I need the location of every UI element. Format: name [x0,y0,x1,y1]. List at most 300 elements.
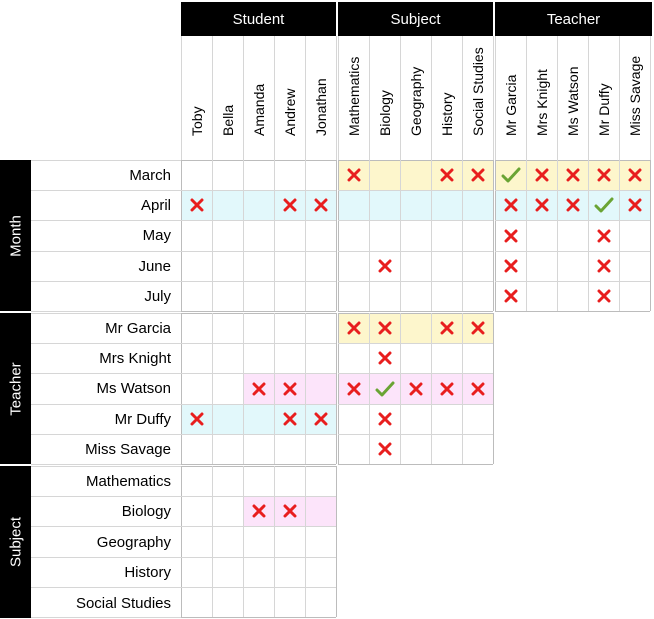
cross-icon [190,198,204,212]
grid-line [495,160,650,161]
column-label-divider [493,36,494,160]
grid-cell[interactable] [274,496,305,526]
grid-cell[interactable] [305,557,336,587]
grid-cell[interactable] [243,220,274,251]
grid-cell[interactable] [400,220,431,251]
row-label-month: June [138,257,171,275]
row-label-divider [31,587,181,588]
grid-cell[interactable] [305,373,336,404]
column-label-divider [274,36,275,160]
grid-line [338,373,493,374]
row-label-subject: Mathematics [85,472,171,490]
grid-cell[interactable] [431,251,462,281]
grid-cell[interactable] [243,373,274,404]
row-label-divider [31,160,181,161]
grid-line [181,281,336,282]
grid-line [274,466,275,617]
cross-icon [471,382,485,396]
grid-line [338,404,493,405]
column-label-divider [338,36,339,160]
grid-cell[interactable] [305,526,336,557]
column-label-teacher [557,36,588,158]
grid-cell[interactable] [181,496,212,526]
column-label-text: Bella [219,104,236,136]
grid-cell[interactable] [274,281,305,311]
grid-cell[interactable] [462,434,493,464]
grid-line [495,220,650,221]
grid-line [338,281,493,282]
grid-cell[interactable] [274,373,305,404]
column-label-divider [495,36,496,160]
grid-cell[interactable] [526,281,557,311]
cross-icon [597,168,611,182]
grid-cell[interactable] [181,466,212,496]
grid-line [338,464,493,465]
row-label-divider [31,311,181,312]
grid-cell[interactable] [557,281,588,311]
grid-cell[interactable] [305,496,336,526]
grid-cell[interactable] [305,251,336,281]
grid-cell[interactable] [243,526,274,557]
grid-line [338,220,493,221]
column-label-subject [400,36,431,158]
grid-cell[interactable] [400,404,431,434]
cross-icon [597,259,611,273]
grid-cell[interactable] [462,160,493,190]
grid-cell[interactable] [369,281,400,311]
grid-cell[interactable] [462,190,493,220]
column-label-subject [431,36,462,158]
grid-cell[interactable] [431,313,462,343]
grid-cell[interactable] [212,404,243,434]
grid-cell[interactable] [338,160,369,190]
grid-line [181,496,336,497]
grid-cell[interactable] [181,557,212,587]
cross-icon [378,351,392,365]
cross-icon [378,321,392,335]
cross-icon [314,198,328,212]
grid-line [369,313,370,464]
column-label-teacher [588,36,619,158]
grid-cell[interactable] [274,343,305,373]
grid-cell[interactable] [243,251,274,281]
row-label-divider [31,404,181,405]
grid-cell[interactable] [212,373,243,404]
grid-line [181,587,336,588]
grid-line [181,251,336,252]
grid-cell[interactable] [212,466,243,496]
grid-cell[interactable] [274,557,305,587]
cross-icon [504,229,518,243]
grid-line [181,190,336,191]
grid-cell[interactable] [305,281,336,311]
grid-cell[interactable] [243,587,274,617]
grid-cell[interactable] [462,281,493,311]
grid-cell[interactable] [212,160,243,190]
grid-cell[interactable] [274,220,305,251]
grid-cell[interactable] [400,190,431,220]
grid-line [336,466,337,617]
cross-icon [347,382,361,396]
grid-cell[interactable] [619,251,650,281]
grid-cell[interactable] [305,466,336,496]
cross-icon [597,229,611,243]
grid-cell[interactable] [557,160,588,190]
row-label-divider [31,496,181,497]
group-header-subject-label: Subject [390,10,441,28]
grid-cell[interactable] [431,160,462,190]
row-label-month: March [129,166,171,184]
grid-line [181,220,336,221]
grid-line [493,313,494,464]
grid-cell[interactable] [212,557,243,587]
grid-cell[interactable] [181,313,212,343]
grid-line [243,466,244,617]
grid-line [181,160,336,161]
grid-line [338,251,493,252]
grid-cell[interactable] [588,190,619,220]
grid-cell[interactable] [274,313,305,343]
grid-cell[interactable] [588,251,619,281]
grid-cell[interactable] [369,373,400,404]
grid-cell[interactable] [212,190,243,220]
grid-line [181,466,182,617]
grid-cell[interactable] [243,496,274,526]
cross-icon [628,198,642,212]
grid-line [181,434,336,435]
column-label-text: History [438,92,455,136]
row-label-divider [31,373,181,374]
grid-cell[interactable] [305,434,336,464]
row-label-divider [31,434,181,435]
grid-cell[interactable] [431,404,462,434]
grid-cell[interactable] [243,190,274,220]
grid-line [495,281,650,282]
cross-icon [378,412,392,426]
column-label-divider [243,36,244,160]
grid-cell[interactable] [400,281,431,311]
grid-cell[interactable] [495,251,526,281]
grid-cell[interactable] [305,343,336,373]
grid-cell[interactable] [369,343,400,373]
grid-cell[interactable] [305,587,336,617]
cross-icon [535,168,549,182]
grid-cell[interactable] [400,313,431,343]
grid-cell[interactable] [274,434,305,464]
grid-cell[interactable] [181,526,212,557]
grid-cell[interactable] [369,160,400,190]
grid-cell[interactable] [588,160,619,190]
grid-line [338,434,493,435]
grid-cell[interactable] [305,404,336,434]
column-label-student [212,36,243,158]
cross-icon [471,168,485,182]
column-label-text: Geography [407,66,424,136]
row-label-subject: Geography [96,533,171,551]
grid-cell[interactable] [274,404,305,434]
row-label-month: July [144,287,171,305]
grid-cell[interactable] [243,466,274,496]
column-label-text: Social Studies [469,47,486,136]
column-label-teacher [495,36,526,158]
grid-line [212,313,213,464]
grid-cell[interactable] [526,251,557,281]
row-label-teacher: Mr Garcia [105,319,171,337]
grid-line [181,313,336,314]
grid-cell[interactable] [369,313,400,343]
grid-cell[interactable] [431,281,462,311]
row-label-month: April [140,196,171,214]
grid-cell[interactable] [495,220,526,251]
grid-cell[interactable] [181,220,212,251]
grid-cell[interactable] [181,190,212,220]
grid-cell[interactable] [305,160,336,190]
grid-line [181,373,336,374]
column-label-divider [526,36,527,160]
grid-cell[interactable] [338,220,369,251]
grid-cell[interactable] [462,313,493,343]
row-label-subject: Social Studies [75,594,171,612]
grid-cell[interactable] [557,220,588,251]
column-label-divider [619,36,620,160]
grid-cell[interactable] [431,434,462,464]
group-header-subject-rows-label: Subject [7,516,24,568]
row-label-divider [31,557,181,558]
grid-cell[interactable] [274,466,305,496]
grid-line [557,160,558,311]
grid-cell[interactable] [431,373,462,404]
column-label-text: Miss Savage [626,55,643,136]
grid-line [305,160,306,311]
grid-cell[interactable] [619,220,650,251]
grid-cell[interactable] [212,313,243,343]
grid-cell[interactable] [338,404,369,434]
grid-cell[interactable] [338,281,369,311]
grid-cell[interactable] [369,404,400,434]
row-label-month: May [142,226,171,244]
grid-cell[interactable] [338,373,369,404]
group-header-subject-rows [0,466,31,618]
grid-cell[interactable] [181,587,212,617]
grid-cell[interactable] [212,220,243,251]
grid-cell[interactable] [181,281,212,311]
grid-line [181,466,336,467]
grid-cell[interactable] [400,251,431,281]
column-label-subject [369,36,400,158]
grid-cell[interactable] [243,160,274,190]
grid-cell[interactable] [305,220,336,251]
row-label-divider [31,343,181,344]
grid-line [338,343,493,344]
grid-cell[interactable] [462,404,493,434]
grid-cell[interactable] [369,434,400,464]
column-label-text: Jonathan [312,78,329,136]
grid-cell[interactable] [462,373,493,404]
grid-cell[interactable] [243,313,274,343]
grid-cell[interactable] [243,434,274,464]
grid-cell[interactable] [526,160,557,190]
grid-line [495,160,496,311]
grid-cell[interactable] [400,434,431,464]
grid-cell[interactable] [181,251,212,281]
group-header-teacher-label: Teacher [546,10,601,28]
grid-cell[interactable] [462,251,493,281]
grid-cell[interactable] [338,343,369,373]
grid-cell[interactable] [431,190,462,220]
column-label-teacher [619,36,650,158]
grid-cell[interactable] [305,190,336,220]
grid-line [462,160,463,311]
grid-line [181,311,336,312]
column-label-divider [462,36,463,160]
grid-cell[interactable] [181,434,212,464]
grid-cell[interactable] [243,557,274,587]
grid-cell[interactable] [495,281,526,311]
grid-line [400,313,401,464]
column-label-text: Mr Duffy [595,83,612,136]
grid-line [495,251,650,252]
row-label-teacher: Ms Watson [96,379,171,397]
grid-cell[interactable] [400,373,431,404]
grid-line [493,160,494,311]
grid-cell[interactable] [462,343,493,373]
grid-line [338,313,339,464]
grid-line [431,313,432,464]
column-label-text: Andrew [281,88,298,136]
grid-line [274,313,275,464]
grid-line [212,466,213,617]
grid-cell[interactable] [274,526,305,557]
grid-cell[interactable] [619,281,650,311]
grid-line [400,160,401,311]
grid-cell[interactable] [526,220,557,251]
grid-cell[interactable] [181,160,212,190]
cross-icon [440,321,454,335]
grid-cell[interactable] [181,373,212,404]
grid-cell[interactable] [212,496,243,526]
grid-cell[interactable] [212,251,243,281]
grid-cell[interactable] [243,343,274,373]
grid-cell[interactable] [212,281,243,311]
grid-cell[interactable] [212,587,243,617]
cross-icon [283,412,297,426]
grid-line [588,160,589,311]
group-header-student [181,2,336,36]
grid-line [462,313,463,464]
column-label-divider [212,36,213,160]
grid-cell[interactable] [557,251,588,281]
grid-cell[interactable] [274,190,305,220]
grid-line [338,313,493,314]
row-label-divider [31,281,181,282]
column-label-student [243,36,274,158]
cross-icon [440,168,454,182]
grid-line [338,190,493,191]
column-label-text: Mrs Knight [533,69,550,136]
grid-line [338,160,339,311]
row-label-subject: Biology [121,502,171,520]
grid-line [181,313,182,464]
cross-icon [504,289,518,303]
grid-cell[interactable] [338,251,369,281]
cross-icon [535,198,549,212]
column-label-text: Mr Garcia [502,74,519,136]
cross-icon [252,504,266,518]
grid-cell[interactable] [588,281,619,311]
grid-line [369,160,370,311]
row-label-subject: History [124,563,171,581]
cross-icon [190,412,204,426]
column-label-text: Amanda [250,83,267,136]
grid-cell[interactable] [181,404,212,434]
grid-cell[interactable] [619,190,650,220]
grid-cell[interactable] [212,343,243,373]
grid-cell[interactable] [400,343,431,373]
grid-line [338,311,493,312]
grid-cell[interactable] [526,190,557,220]
grid-cell[interactable] [495,160,526,190]
row-label-divider [31,313,181,314]
cross-icon [597,289,611,303]
grid-cell[interactable] [338,190,369,220]
grid-cell[interactable] [462,220,493,251]
grid-cell[interactable] [338,434,369,464]
column-label-divider [305,36,306,160]
grid-line [243,160,244,311]
grid-cell[interactable] [305,313,336,343]
row-label-teacher: Miss Savage [85,440,171,458]
row-label-divider [31,251,181,252]
grid-cell[interactable] [369,190,400,220]
grid-cell[interactable] [495,190,526,220]
cross-icon [471,321,485,335]
grid-cell[interactable] [243,281,274,311]
grid-cell[interactable] [557,190,588,220]
grid-cell[interactable] [274,251,305,281]
grid-cell[interactable] [274,160,305,190]
grid-cell[interactable] [338,313,369,343]
cross-icon [566,198,580,212]
cross-icon [314,412,328,426]
cross-icon [504,259,518,273]
grid-cell[interactable] [400,160,431,190]
column-label-divider [181,36,182,160]
grid-cell[interactable] [369,220,400,251]
grid-cell[interactable] [243,404,274,434]
grid-cell[interactable] [274,587,305,617]
column-label-text: Mathematics [345,56,362,136]
grid-cell[interactable] [212,526,243,557]
column-label-divider [431,36,432,160]
cross-icon [347,321,361,335]
column-label-teacher [526,36,557,158]
grid-line [431,160,432,311]
grid-cell[interactable] [619,160,650,190]
column-label-divider [336,36,337,160]
grid-line [336,313,337,464]
grid-line [181,404,336,405]
group-header-subject [338,2,493,36]
grid-cell[interactable] [369,251,400,281]
grid-cell[interactable] [431,220,462,251]
grid-cell[interactable] [212,434,243,464]
grid-cell[interactable] [431,343,462,373]
grid-cell[interactable] [588,220,619,251]
grid-line [338,160,493,161]
cross-icon [252,382,266,396]
grid-cell[interactable] [181,343,212,373]
grid-line [650,160,651,311]
